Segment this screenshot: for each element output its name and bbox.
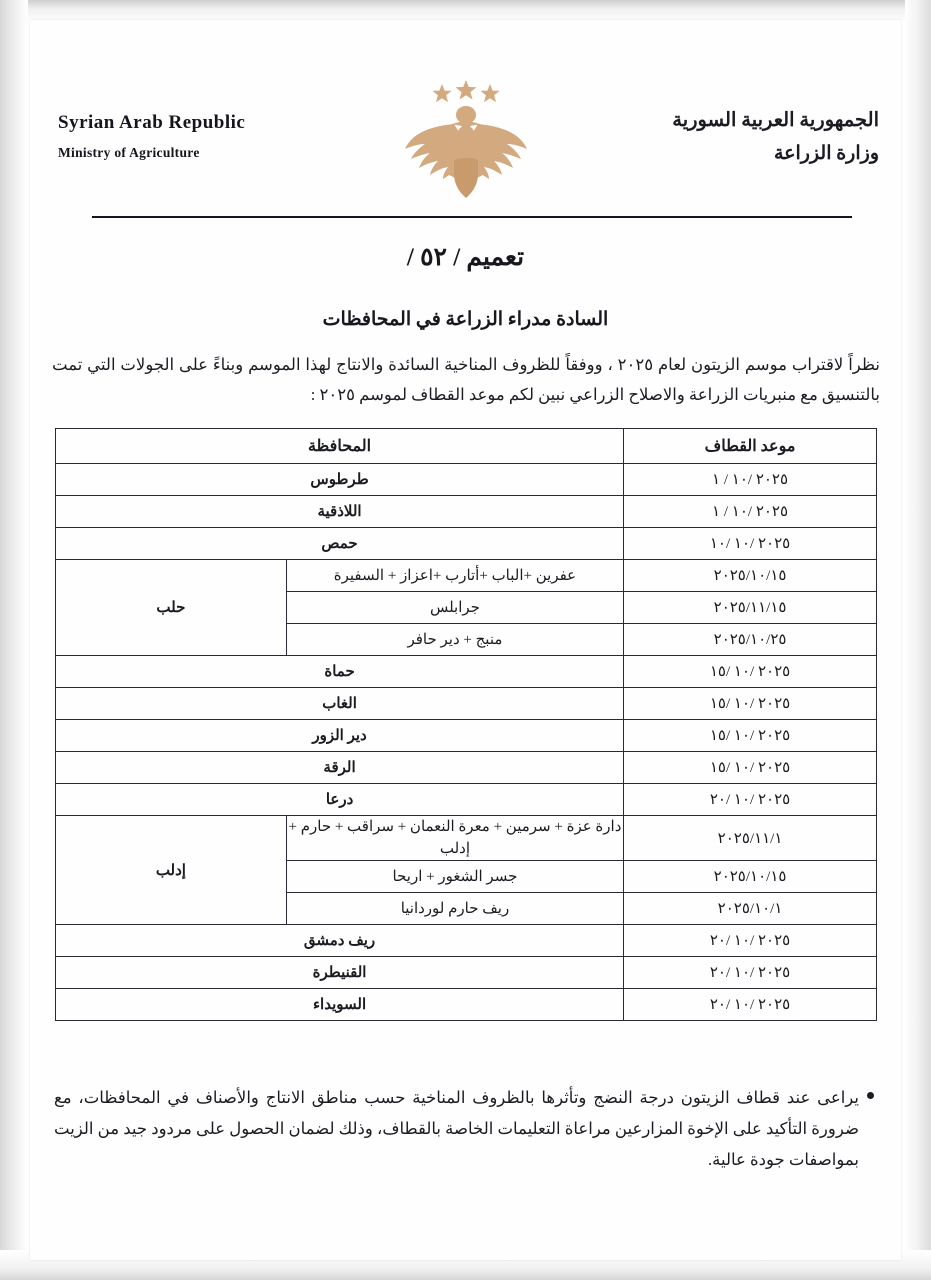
harvest-schedule-table: [55, 428, 877, 1021]
cell-harvest-date: ٢٠٢٥/١١/١٥: [624, 592, 877, 624]
cell-subdistricts: دارة عزة + سرمين + معرة النعمان + سراقب + حارم + إدلب: [286, 816, 623, 861]
circular-number: تعميم / ٥٢ /: [406, 244, 525, 271]
cell-harvest-date: ٢٠٢٥ /١٠ / ١: [624, 464, 877, 496]
header-arabic-block: [579, 108, 879, 165]
intro-paragraph: نظراً لاقتراب موسم الزيتون لعام ٢٠٢٥ ، ووفقاً للظروف المناخية السائدة والانتاج لهذا الموسم وبناءً على الجولات التي تمت بالتنسيق مع منبريات الزراعة والاصلاح الزراعي نبين لكم موعد القطاف لموسم ٢٠٢٥ :: [52, 355, 881, 404]
harvest-schedule-table-wrap: [55, 428, 877, 1021]
table-row: [56, 528, 877, 560]
cell-governorate: القنيطرة: [56, 957, 624, 989]
cell-harvest-date: ٢٠٢٥ /١٠ /٢٠: [624, 925, 877, 957]
table-row: [56, 989, 877, 1021]
cell-harvest-date: ٢٠٢٥ /١٠ /١٥: [624, 752, 877, 784]
cell-harvest-date: ٢٠٢٥ /١٠ /٢٠: [624, 989, 877, 1021]
addressee-line: السادة مدراء الزراعة في المحافظات: [322, 309, 609, 330]
table-row: [56, 925, 877, 957]
table-body: [56, 464, 877, 1021]
cell-harvest-date: ٢٠٢٥ /١٠ / ١: [624, 496, 877, 528]
table-row: [56, 816, 877, 861]
republic-name-ar: الجمهورية العربية السورية: [672, 110, 879, 131]
ministry-name-en: Ministry of Agriculture: [58, 145, 200, 160]
cell-harvest-date: ٢٠٢٥/١٠/١: [624, 893, 877, 925]
cell-harvest-date: ٢٠٢٥/١٠/١٥: [624, 560, 877, 592]
cell-harvest-date: ٢٠٢٥ /١٠ /٢٠: [624, 784, 877, 816]
table-row: [56, 656, 877, 688]
table-row: [56, 784, 877, 816]
document-header: [30, 60, 901, 210]
cell-governorate: دير الزور: [56, 720, 624, 752]
cell-harvest-date: ٢٠٢٥/١٠/٢٥: [624, 624, 877, 656]
scan-edge-top: [0, 0, 931, 22]
header-divider: [92, 216, 852, 218]
cell-subdistricts: ريف حارم لوردانيا: [286, 893, 623, 925]
note-text: يراعى عند قطاف الزيتون درجة النضج وتأثرها بالظروف المناخية حسب مناطق الانتاج والأصناف في المحافظات، مع ضرورة التأكيد على الإخوة المزارعين مراعاة التعليمات الخاصة بالقطاف، وذلك لضمان الحصول على مردود جيد من الزيت بمواصفات جودة عالية.: [54, 1088, 859, 1169]
cell-harvest-date: ٢٠٢٥/١٠/١٥: [624, 861, 877, 893]
republic-name-en: Syrian Arab Republic: [58, 112, 246, 133]
scan-edge-right: [905, 0, 931, 1280]
cell-governorate: اللاذقية: [56, 496, 624, 528]
cell-subdistricts: جرابلس: [286, 592, 623, 624]
eagle-emblem-icon: [376, 74, 556, 214]
cell-governorate: السويداء: [56, 989, 624, 1021]
cell-harvest-date: ٢٠٢٥ /١٠ /١٥: [624, 656, 877, 688]
column-header-date: موعد القطاف: [624, 429, 877, 464]
cell-harvest-date: ٢٠٢٥ /١٠ /١٥: [624, 720, 877, 752]
table-row: [56, 496, 877, 528]
cell-governorate: حلب: [56, 560, 287, 656]
cell-harvest-date: ٢٠٢٥ /١٠ /١٠: [624, 528, 877, 560]
ministry-name-ar: وزارة الزراعة: [773, 143, 879, 164]
cell-harvest-date: ٢٠٢٥ /١٠ /١٥: [624, 688, 877, 720]
cell-subdistricts: جسر الشغور + اريحا: [286, 861, 623, 893]
table-row: [56, 688, 877, 720]
cell-governorate: درعا: [56, 784, 624, 816]
table-row: [56, 560, 877, 592]
page-title: [30, 242, 901, 272]
bullet-icon: [867, 1092, 874, 1099]
cell-governorate: الغاب: [56, 688, 624, 720]
document-sheet: [30, 20, 901, 1260]
cell-governorate: ريف دمشق: [56, 925, 624, 957]
cell-governorate: حماة: [56, 656, 624, 688]
table-row: [56, 957, 877, 989]
cell-harvest-date: ٢٠٢٥/١١/١: [624, 816, 877, 861]
footer-note: [54, 1082, 874, 1175]
cell-governorate: حمص: [56, 528, 624, 560]
table-row: [56, 720, 877, 752]
cell-governorate: الرقة: [56, 752, 624, 784]
cell-subdistricts: منبج + دير حافر: [286, 624, 623, 656]
cell-governorate: طرطوس: [56, 464, 624, 496]
cell-governorate: إدلب: [56, 816, 287, 925]
cell-harvest-date: ٢٠٢٥ /١٠ /٢٠: [624, 957, 877, 989]
scan-edge-left: [0, 0, 28, 1280]
header-english-block: [58, 112, 348, 161]
cell-subdistricts: عفرين +الباب +أتارب +اعزاز + السفيرة: [286, 560, 623, 592]
column-header-governorate: المحافظة: [56, 429, 624, 464]
table-header-row: [56, 429, 877, 464]
table-row: [56, 752, 877, 784]
table-row: [56, 464, 877, 496]
